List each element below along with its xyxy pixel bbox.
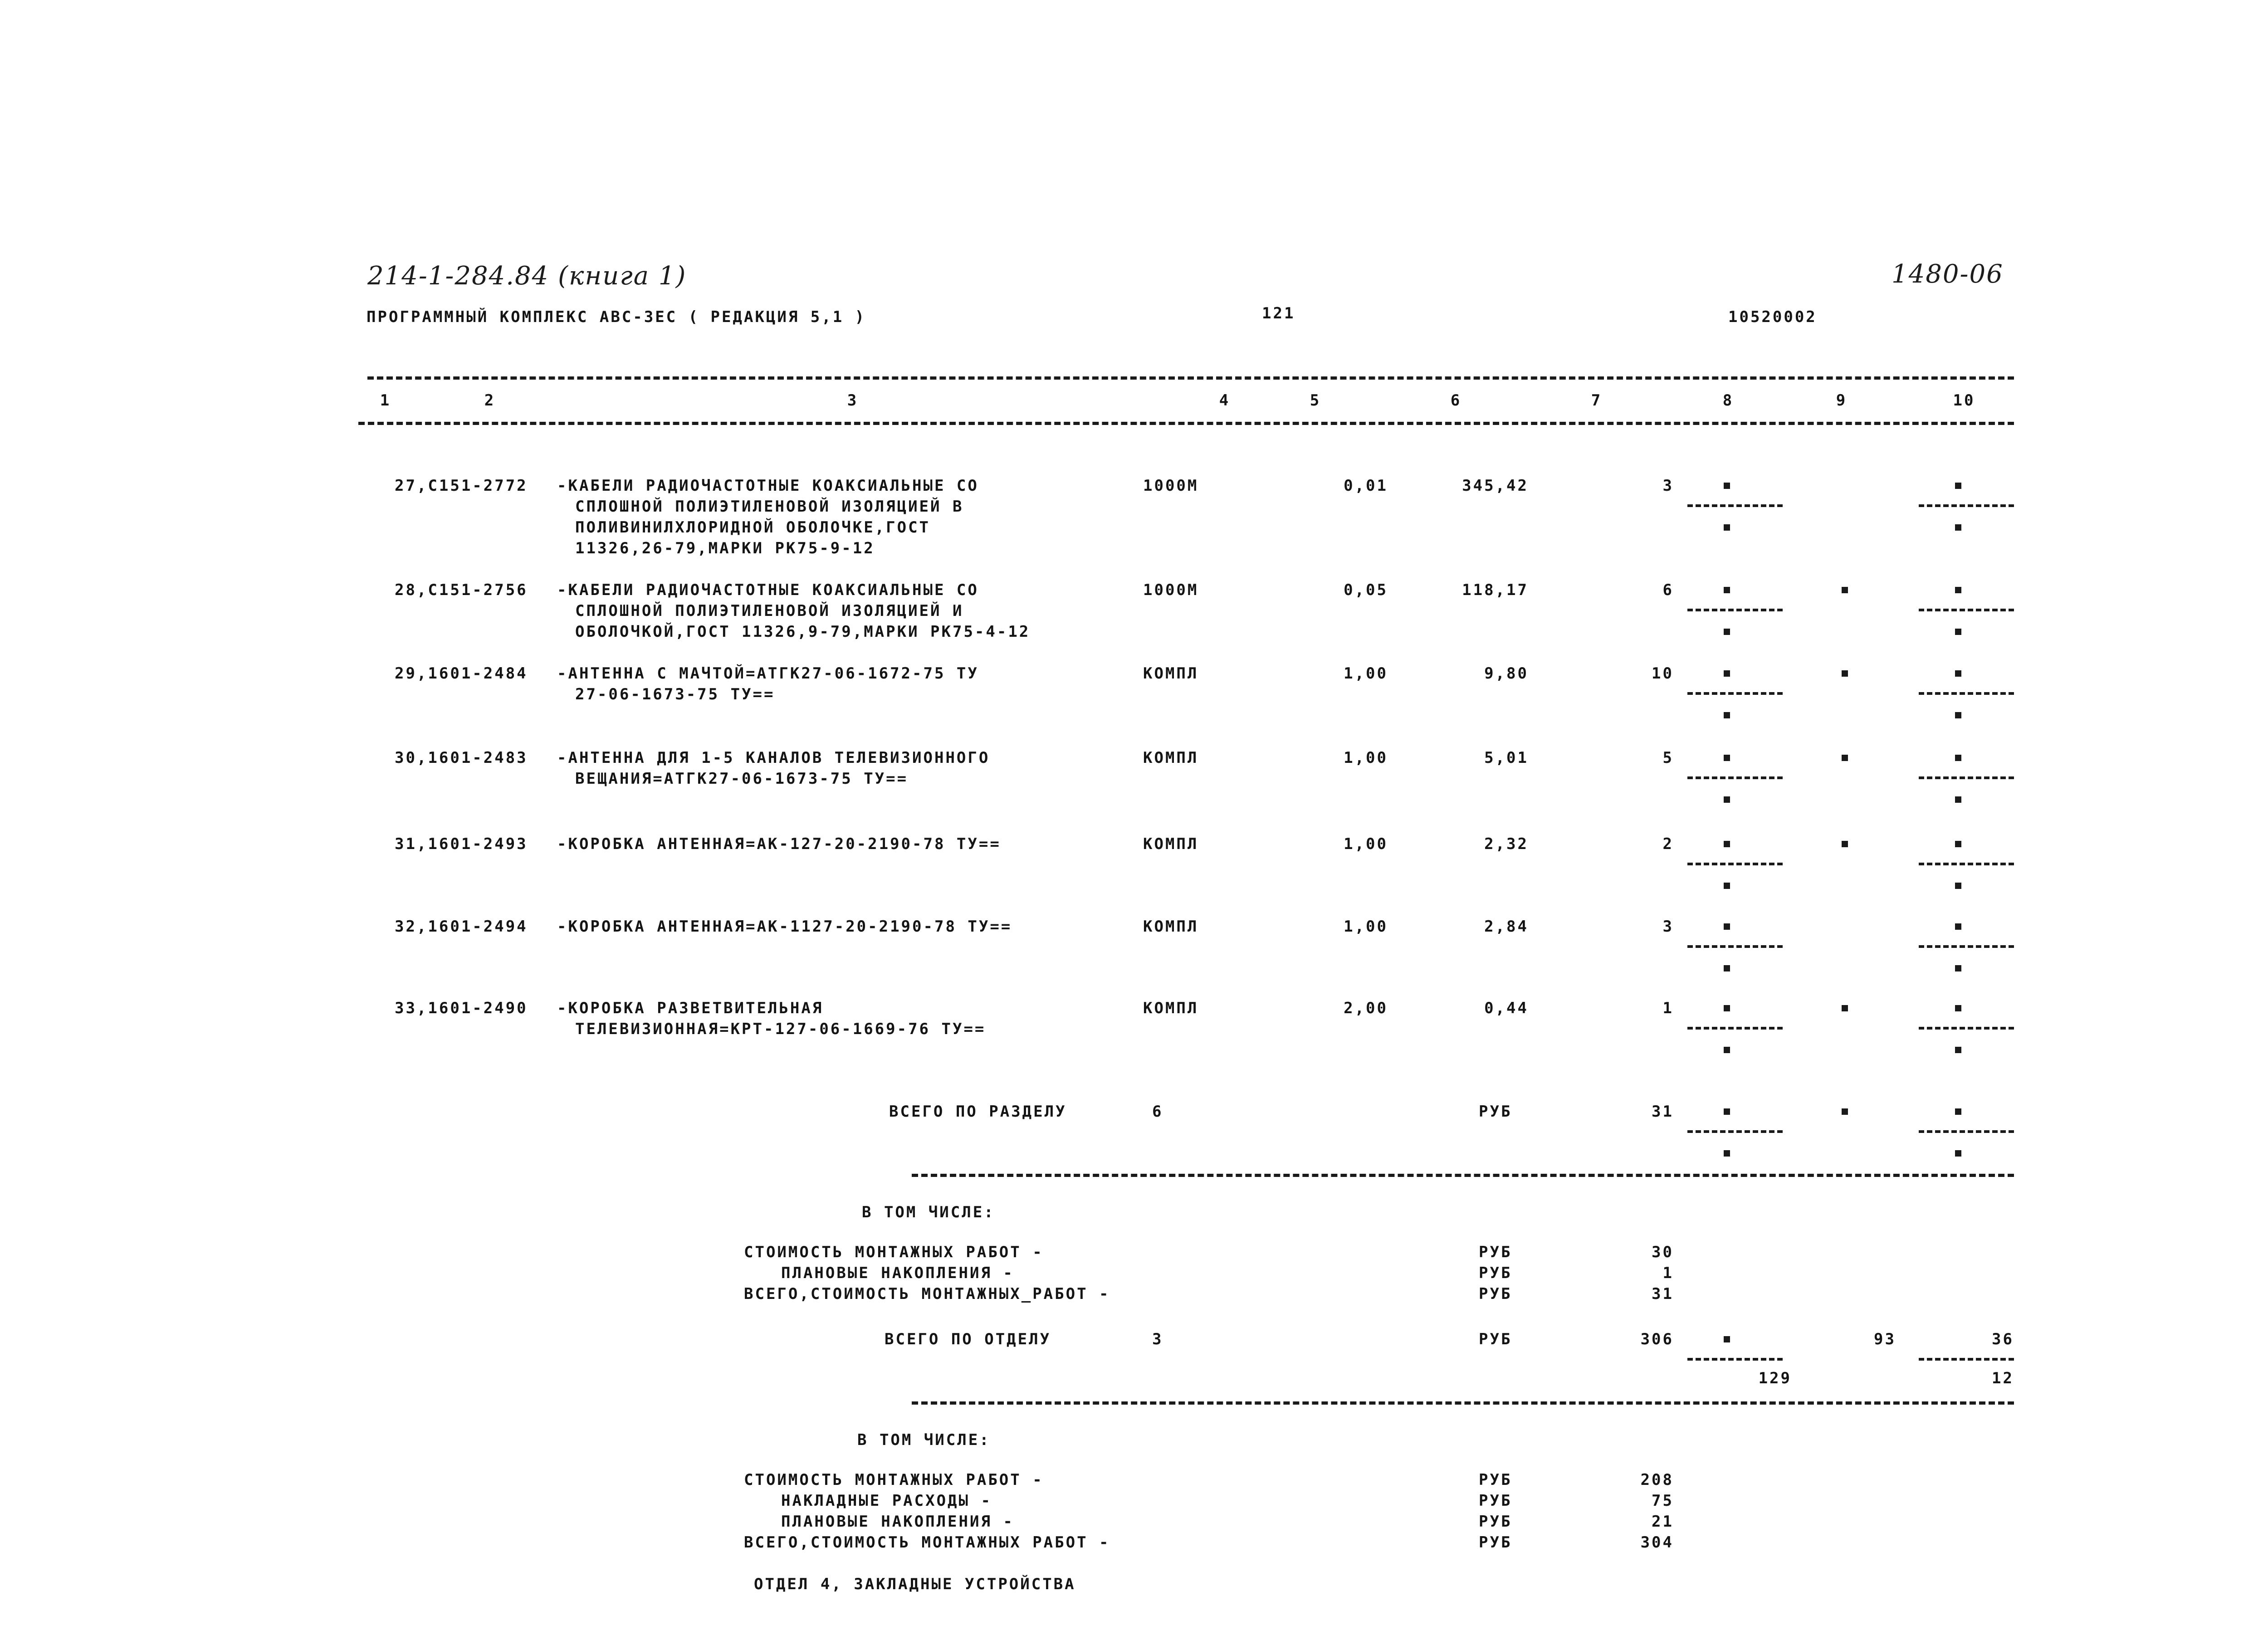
breakdown-value: 208 <box>1640 1471 1674 1489</box>
item-unit: 1000М <box>1143 477 1199 495</box>
book-reference: 214-1-284.84 (книга 1) <box>367 261 687 291</box>
item-unit-price: 9,80 <box>1484 664 1529 683</box>
breakdown-label: СТОИМОСТЬ МОНТАЖНЫХ РАБОТ - <box>744 1243 1044 1261</box>
item-unit-price: 2,84 <box>1484 918 1529 936</box>
department-number: 3 <box>1152 1330 1163 1348</box>
item-unit: КОМПЛ <box>1143 835 1199 853</box>
breakdown-label: ПЛАНОВЫЕ НАКОПЛЕНИЯ - <box>781 1264 1014 1282</box>
department-col9-value: 93 <box>1874 1330 1896 1348</box>
item-total: 10 <box>1652 664 1674 683</box>
cell-dot <box>1724 755 1730 761</box>
cell-dot <box>1955 841 1961 847</box>
cell-dot <box>1955 1108 1961 1115</box>
department-col8-bottom-value: 129 <box>1758 1369 1792 1387</box>
page-number: 121 <box>1262 304 1295 322</box>
cell-dot <box>1724 796 1730 803</box>
item-quantity: 1,00 <box>1344 749 1388 767</box>
cell-dot <box>1955 670 1961 677</box>
item-quantity: 0,01 <box>1344 477 1388 495</box>
item-name-line: СПЛОШНОЙ ПОЛИЭТИЛЕНОВОЙ ИЗОЛЯЦИЕЙ В <box>575 498 964 516</box>
cell-dash <box>1687 776 1783 779</box>
cell-dot <box>1724 1150 1730 1157</box>
header-rule-top <box>367 376 2014 380</box>
breakdown-label: ВСЕГО,СТОИМОСТЬ МОНТАЖНЫХ_РАБОТ - <box>744 1285 1110 1303</box>
cell-dash <box>1919 504 2014 507</box>
cell-dot <box>1955 755 1961 761</box>
cell-dot <box>1724 1336 1730 1342</box>
cell-dot <box>1724 883 1730 889</box>
cell-dot <box>1724 712 1730 718</box>
cell-dot <box>1724 670 1730 677</box>
breakdown-value: 21 <box>1652 1513 1674 1531</box>
cell-dot <box>1955 712 1961 718</box>
breakdown-unit: РУБ <box>1479 1533 1512 1552</box>
breakdown-unit: РУБ <box>1479 1492 1512 1510</box>
cell-dot <box>1955 796 1961 803</box>
column-header-8: 8 <box>1722 391 1734 410</box>
breakdown-label: ПЛАНОВЫЕ НАКОПЛЕНИЯ - <box>781 1513 1014 1531</box>
cell-dash <box>1687 1358 1783 1361</box>
breakdown-value: 1 <box>1662 1264 1674 1282</box>
column-header-6: 6 <box>1450 391 1462 410</box>
item-code: 28,С151-2756 <box>395 581 528 599</box>
item-name-line: -КАБЕЛИ РАДИОЧАСТОТНЫЕ КОАКСИАЛЬНЫЕ СО <box>557 477 979 495</box>
column-header-2: 2 <box>484 391 496 410</box>
section-total-value: 31 <box>1652 1103 1674 1121</box>
item-code: 29,1601-2484 <box>395 664 528 683</box>
item-code: 32,1601-2494 <box>395 918 528 936</box>
breakdown-value: 304 <box>1640 1533 1674 1552</box>
cell-dot <box>1955 524 1961 531</box>
item-name-line: ПОЛИВИНИЛХЛОРИДНОЙ ОБОЛОЧКЕ,ГОСТ <box>575 518 931 537</box>
breakdown-unit: РУБ <box>1479 1471 1512 1489</box>
column-header-10: 10 <box>1953 391 1975 410</box>
item-unit-price: 345,42 <box>1462 477 1529 495</box>
cell-dot <box>1842 1108 1848 1115</box>
item-unit-price: 5,01 <box>1484 749 1529 767</box>
column-header-5: 5 <box>1310 391 1321 410</box>
breakdown-label: НАКЛАДНЫЕ РАСХОДЫ - <box>781 1492 992 1510</box>
item-code: 33,1601-2490 <box>395 999 528 1017</box>
cell-dot <box>1955 1047 1961 1053</box>
cell-dash <box>1687 609 1783 611</box>
cell-dot <box>1724 524 1730 531</box>
cell-dash <box>1919 1358 2014 1361</box>
item-quantity: 1,00 <box>1344 835 1388 853</box>
item-quantity: 0,05 <box>1344 581 1388 599</box>
item-quantity: 1,00 <box>1344 918 1388 936</box>
item-name-line: -АНТЕННА С МАЧТОЙ=АТГК27-06-1672-75 ТУ <box>557 664 979 683</box>
item-total: 6 <box>1662 581 1674 599</box>
cell-dash <box>1687 692 1783 695</box>
section-number: 6 <box>1152 1103 1163 1121</box>
item-name-line: -АНТЕННА ДЛЯ 1-5 КАНАЛОВ ТЕЛЕВИЗИОННОГО <box>557 749 990 767</box>
cell-dash <box>1919 692 2014 695</box>
document-code: 10520002 <box>1728 308 1817 326</box>
cell-dot <box>1724 587 1730 593</box>
item-name-line: СПЛОШНОЙ ПОЛИЭТИЛЕНОВОЙ ИЗОЛЯЦИЕЙ И <box>575 602 964 620</box>
department-col10-value: 36 <box>1992 1330 2014 1348</box>
cell-dash <box>1687 1130 1783 1133</box>
department-col10-bottom-value: 12 <box>1992 1369 2014 1387</box>
section-breakdown-heading: В ТОМ ЧИСЛЕ: <box>862 1203 995 1221</box>
section-divider <box>912 1174 2014 1177</box>
item-name-line: ОБОЛОЧКОЙ,ГОСТ 11326,9-79,МАРКИ РК75-4-12 <box>575 623 1031 641</box>
cell-dash <box>1919 1027 2014 1030</box>
item-unit: КОМПЛ <box>1143 918 1199 936</box>
item-unit: 1000М <box>1143 581 1199 599</box>
item-unit-price: 118,17 <box>1462 581 1529 599</box>
breakdown-unit: РУБ <box>1479 1264 1512 1282</box>
cell-dot <box>1955 883 1961 889</box>
item-name-line: ВЕЩАНИЯ=АТГК27-06-1673-75 ТУ== <box>575 770 909 788</box>
cell-dot <box>1724 483 1730 489</box>
header-rule-bottom <box>358 422 2014 425</box>
item-quantity: 1,00 <box>1344 664 1388 683</box>
column-header-1: 1 <box>380 391 391 410</box>
column-header-7: 7 <box>1591 391 1603 410</box>
cell-dot <box>1724 1047 1730 1053</box>
cell-dot <box>1724 841 1730 847</box>
cell-dot <box>1724 1108 1730 1115</box>
breakdown-unit: РУБ <box>1479 1285 1512 1303</box>
breakdown-value: 31 <box>1652 1285 1674 1303</box>
cell-dot <box>1955 1150 1961 1157</box>
column-header-3: 3 <box>847 391 859 410</box>
item-name-line: ТЕЛЕВИЗИОННАЯ=КРТ-127-06-1669-76 ТУ== <box>575 1020 986 1038</box>
next-section-heading: ОТДЕЛ 4, ЗАКЛАДНЫЕ УСТРОЙСТВА <box>754 1575 1076 1593</box>
department-total-unit: РУБ <box>1479 1330 1512 1348</box>
item-total: 2 <box>1662 835 1674 853</box>
cell-dot <box>1724 629 1730 635</box>
item-unit-price: 0,44 <box>1484 999 1529 1017</box>
item-name-line: -КОРОБКА АНТЕННАЯ=АК-1127-20-2190-78 ТУ== <box>557 918 1012 936</box>
department-total-label: ВСЕГО ПО ОТДЕЛУ <box>885 1330 1051 1348</box>
breakdown-value: 30 <box>1652 1243 1674 1261</box>
cell-dot <box>1955 483 1961 489</box>
cell-dot <box>1955 587 1961 593</box>
cell-dot <box>1724 965 1730 971</box>
cell-dash <box>1919 776 2014 779</box>
cell-dash <box>1919 863 2014 865</box>
breakdown-label: ВСЕГО,СТОИМОСТЬ МОНТАЖНЫХ РАБОТ - <box>744 1533 1110 1552</box>
item-unit: КОМПЛ <box>1143 999 1199 1017</box>
item-code: 31,1601-2493 <box>395 835 528 853</box>
item-total: 3 <box>1662 918 1674 936</box>
breakdown-unit: РУБ <box>1479 1513 1512 1531</box>
department-divider <box>912 1401 2014 1405</box>
section-total-label: ВСЕГО ПО РАЗДЕЛУ <box>889 1103 1067 1121</box>
department-breakdown-heading: В ТОМ ЧИСЛЕ: <box>857 1431 991 1449</box>
item-name-line: 27-06-1673-75 ТУ== <box>575 685 775 703</box>
department-total-value: 306 <box>1640 1330 1674 1348</box>
cell-dot <box>1842 841 1848 847</box>
item-quantity: 2,00 <box>1344 999 1388 1017</box>
document-number: 1480-06 <box>1892 259 2004 289</box>
item-code: 27,С151-2772 <box>395 477 528 495</box>
cell-dot <box>1955 923 1961 930</box>
cell-dot <box>1842 587 1848 593</box>
item-total: 3 <box>1662 477 1674 495</box>
cell-dot <box>1724 923 1730 930</box>
cell-dot <box>1842 1005 1848 1011</box>
cell-dot <box>1955 629 1961 635</box>
cell-dot <box>1842 670 1848 677</box>
section-total-unit: РУБ <box>1479 1103 1512 1121</box>
item-name-line: -КОРОБКА АНТЕННАЯ=АК-127-20-2190-78 ТУ== <box>557 835 1001 853</box>
item-name-line: 11326,26-79,МАРКИ РК75-9-12 <box>575 539 875 557</box>
cell-dot <box>1955 1005 1961 1011</box>
item-total: 5 <box>1662 749 1674 767</box>
item-name-line: -КАБЕЛИ РАДИОЧАСТОТНЫЕ КОАКСИАЛЬНЫЕ СО <box>557 581 979 599</box>
item-unit: КОМПЛ <box>1143 664 1199 683</box>
item-unit-price: 2,32 <box>1484 835 1529 853</box>
program-title: ПРОГРАММНЫЙ КОМПЛЕКС АВС-ЗЕС ( РЕДАКЦИЯ 5,1 ) <box>367 308 866 326</box>
cell-dot <box>1955 965 1961 971</box>
cell-dot <box>1842 755 1848 761</box>
item-name-line: -КОРОБКА РАЗВЕТВИТЕЛЬНАЯ <box>557 999 824 1017</box>
cell-dash <box>1919 609 2014 611</box>
breakdown-unit: РУБ <box>1479 1243 1512 1261</box>
item-total: 1 <box>1662 999 1674 1017</box>
item-unit: КОМПЛ <box>1143 749 1199 767</box>
cell-dash <box>1687 504 1783 507</box>
cell-dash <box>1687 1027 1783 1030</box>
cell-dash <box>1919 945 2014 948</box>
cell-dash <box>1687 945 1783 948</box>
breakdown-value: 75 <box>1652 1492 1674 1510</box>
cell-dash <box>1919 1130 2014 1133</box>
cell-dash <box>1687 863 1783 865</box>
breakdown-label: СТОИМОСТЬ МОНТАЖНЫХ РАБОТ - <box>744 1471 1044 1489</box>
column-header-4: 4 <box>1219 391 1231 410</box>
column-header-9: 9 <box>1836 391 1848 410</box>
item-code: 30,1601-2483 <box>395 749 528 767</box>
cell-dot <box>1724 1005 1730 1011</box>
